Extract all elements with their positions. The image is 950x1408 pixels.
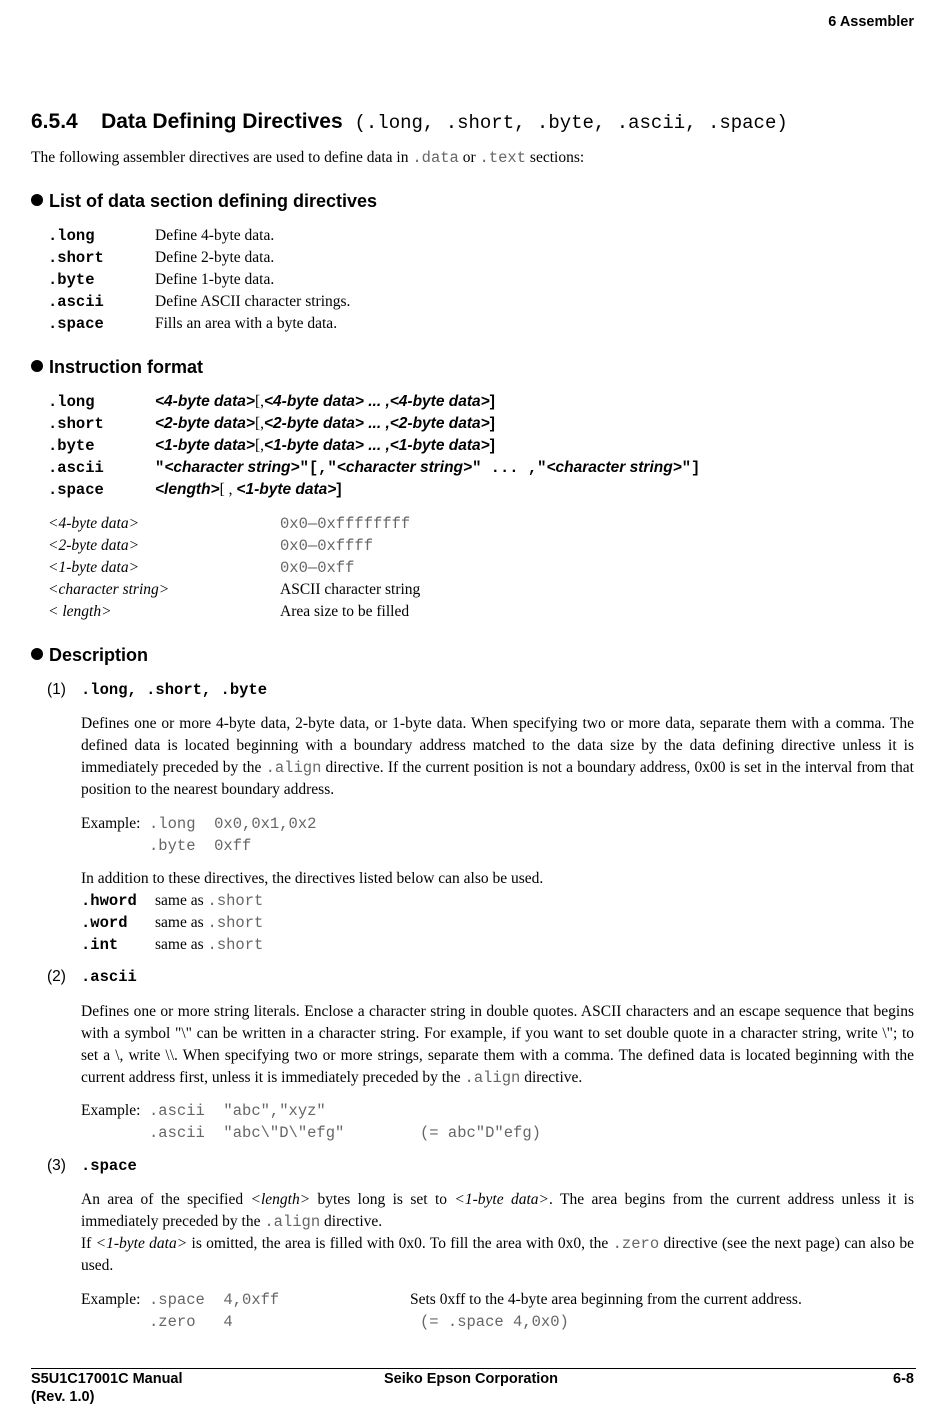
description-heading: Description xyxy=(31,645,148,666)
param-row: <4-byte data> 0x0—0xffffffff xyxy=(48,515,411,533)
item-number: (3) xyxy=(47,1157,66,1174)
list-desc: Fills an area with a byte data. xyxy=(155,315,338,332)
item1-paragraph: Defines one or more 4-byte data, 2-byte data, or 1-byte data. When specifying two or more data, separate them with a comma. The defined data is located beginning with a boundary address matched to the data size by the data defining directive unless it is immediately preceded by the .align directive. If the current position is not a boundary address, 0x00 is set in the interval from that position to the nearest boundary address. xyxy=(81,715,914,798)
example-code: .long 0x0,0x1,0x2 xyxy=(149,815,317,833)
param-row: <2-byte data> 0x0—0xffff xyxy=(48,537,374,555)
intro-text-keyword: .text xyxy=(479,149,527,167)
list-desc: Define 1-byte data. xyxy=(155,271,275,288)
list-item xyxy=(48,291,548,313)
example-label: Example: xyxy=(81,1291,141,1308)
list-directive: .ascii xyxy=(48,293,104,311)
section-title xyxy=(31,110,788,134)
intro-post: sections: xyxy=(526,149,585,166)
list-item xyxy=(48,269,548,291)
example-code: .byte 0xff xyxy=(149,837,252,855)
item2-paragraph: Defines one or more string literals. Enclose a character string in double quotes. ASCII characters and an escape sequence that begins with a symbol "\" can be written in a character string. For example, if you want to set double quote in a character string, write \"; to set a \, write \\. When specifying two or more strings, separate them with a comma. The defined data is located beginning with the current address first, unless it is immediately preceded by the .align directive. xyxy=(81,1003,914,1087)
list-heading: List of data section defining directives xyxy=(31,191,377,212)
example-note: (= .space 4,0x0) xyxy=(420,1313,569,1331)
format-row-long: .long <4-byte data>[,<4-byte data> ... ,<4-byte data>] xyxy=(48,393,495,411)
list-directive: .long xyxy=(48,227,95,245)
bullet-icon xyxy=(31,194,43,206)
list-directive: .byte xyxy=(48,271,95,289)
format-row-space: .space <length>[ , <1-byte data>] xyxy=(48,481,342,499)
param-row: < length> Area size to be filled xyxy=(48,603,410,620)
bullet-icon xyxy=(31,648,43,660)
intro-text: The following assembler directives are used to define data in xyxy=(31,149,413,166)
item-number: (2) xyxy=(47,968,66,985)
item3-paragraph-2: If <1-byte data> is omitted, the area is filled with 0x0. To fill the area with 0x0, the .zero directive (see the next page) can also be used. xyxy=(81,1235,915,1274)
item-title: .space xyxy=(81,1157,137,1175)
param-row: <character string> ASCII character string xyxy=(48,581,421,598)
section-title-text: Data Defining Directives xyxy=(101,110,343,133)
item3-paragraph-1: An area of the specified <length> bytes long is set to <1-byte data>. The area begins from the current address unless it is immediately preceded by the .align directive. xyxy=(81,1191,915,1231)
example-code: .space 4,0xff xyxy=(149,1291,280,1309)
intro-or: or xyxy=(458,149,480,166)
list-directive: .space xyxy=(48,315,104,333)
item-title: .long, .short, .byte xyxy=(81,681,268,699)
footer-company: Seiko Epson Corporation xyxy=(384,1371,559,1387)
alias-row: .hword same as .short xyxy=(81,892,264,910)
item1-additional: In addition to these directives, the directives listed below can also be used. xyxy=(81,870,544,887)
example-code: .ascii "abc","xyz" xyxy=(149,1102,326,1120)
footer-revision: (Rev. 1.0) xyxy=(31,1389,95,1405)
running-head: 6 Assembler xyxy=(828,14,914,30)
list-desc: Define 4-byte data. xyxy=(155,227,275,244)
list-desc: Define ASCII character strings. xyxy=(155,293,351,310)
format-row-byte: .byte <1-byte data>[,<1-byte data> ... ,<1-byte data>] xyxy=(48,437,495,455)
intro-paragraph xyxy=(31,147,584,169)
footer-rule xyxy=(31,1368,916,1369)
example-code: .zero 4 xyxy=(149,1313,233,1331)
list-item xyxy=(48,313,548,335)
list-item xyxy=(48,225,548,247)
section-title-directives: (.long, .short, .byte, .ascii, .space) xyxy=(354,112,788,134)
example-label: Example: xyxy=(81,1102,141,1119)
section-number: 6.5.4 xyxy=(31,110,78,133)
list-item xyxy=(48,247,548,269)
footer-page-number: 6-8 xyxy=(893,1371,914,1387)
alias-row: .word same as .short xyxy=(81,914,264,932)
item-number: (1) xyxy=(47,681,66,698)
format-list xyxy=(48,391,908,501)
format-heading: Instruction format xyxy=(31,357,203,378)
footer-manual: S5U1C17001C Manual xyxy=(31,1371,183,1387)
example-code: .ascii "abc\"D\"efg" xyxy=(149,1124,345,1142)
example-note: (= abc"D"efg) xyxy=(420,1124,541,1142)
param-row: <1-byte data> 0x0—0xff xyxy=(48,559,355,577)
alias-list xyxy=(81,890,481,956)
list-desc: Define 2-byte data. xyxy=(155,249,275,266)
format-row-short: .short <2-byte data>[,<2-byte data> ... ,<2-byte data>] xyxy=(48,415,495,433)
bullet-icon xyxy=(31,360,43,372)
item-title: .ascii xyxy=(81,968,137,986)
example-note: Sets 0xff to the 4-byte area beginning from the current address. xyxy=(410,1291,802,1308)
format-row-ascii: .ascii "<character string>"[,"<character string>" ... ,"<character string>"] xyxy=(48,459,701,477)
alias-row: .int same as .short xyxy=(81,936,264,954)
intro-data-keyword: .data xyxy=(412,149,459,167)
example-label: Example: xyxy=(81,815,141,832)
param-table xyxy=(48,513,748,623)
directive-list xyxy=(48,225,548,335)
list-directive: .short xyxy=(48,249,104,267)
